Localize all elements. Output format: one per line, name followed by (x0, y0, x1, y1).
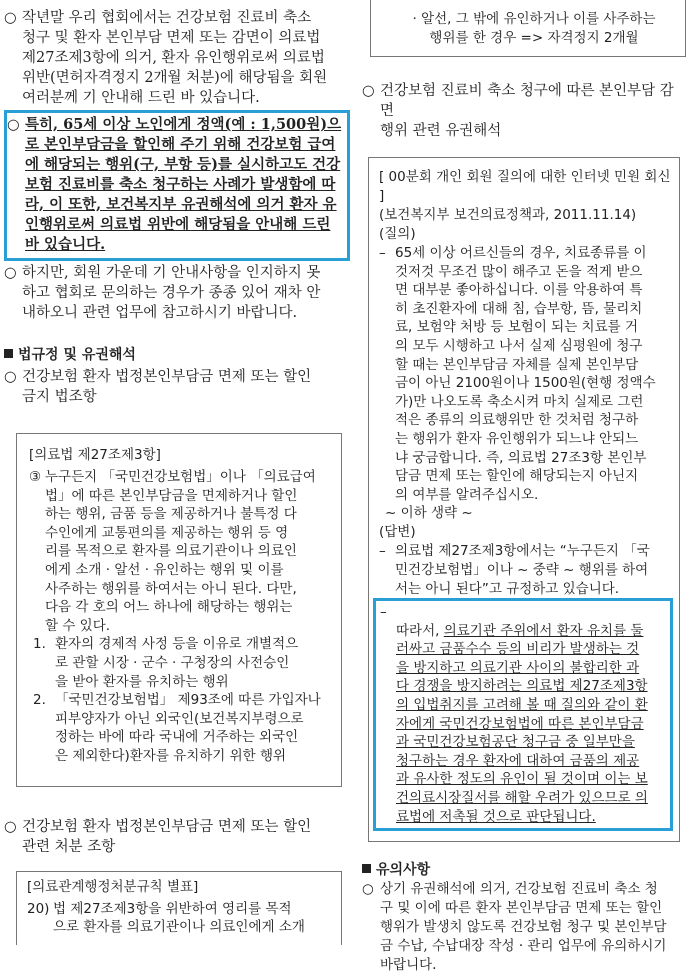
question-heading-3 (362, 81, 686, 141)
regulation-item-20-text: 법 제27조제3항을 위반하여 영리를 목적 으로 환자를 의료기관이나 의료인에게 소개 (53, 900, 305, 936)
circle-bullet-icon: ○ (362, 83, 375, 99)
answer-body-text: 의료법 제27조제3항에서는 “누구든지 「국 민건강보험법」이나 ~ 중략 ~ 행위를 하여 서는 아니 된다”고 규정하고 있습니다. (395, 543, 650, 597)
regulation-box-continued (370, 0, 686, 57)
regulation-box (16, 871, 342, 945)
circle-bullet-icon: ○ (362, 881, 374, 898)
clause-marker: ③ (29, 469, 42, 485)
interpretation-box (368, 157, 680, 842)
law-subitem-1-text: 환자의 경제적 사정 등을 이유로 개별적으 로 관할 시장 · 군수 · 구청장의 사전승인 을 받아 환자를 유치하는 행위 (55, 636, 299, 690)
reminder-text: 하지만, 회원 가운데 기 안내사항을 인지하지 못 하고 협회로 문의하는 경우가 종종 있어 재차 안 내하오니 관련 업무에 참고하시기 바랍니다. (22, 265, 321, 321)
intro-paragraph (4, 8, 350, 108)
question-label: (질의) (379, 226, 416, 242)
section-heading-law (4, 345, 350, 365)
item-marker: 20) (27, 900, 50, 917)
section-title-notes: 유의사항 (376, 862, 431, 879)
question-3-text: 건강보험 진료비 축소 청구에 따른 본인부담 감면 행위 관련 유권해석 (380, 83, 674, 139)
law-subitem-2 (33, 691, 331, 765)
highlight-notice-text: 특히, 65세 이상 노인에게 정액(예 : 1,500원)으 로 본인부담금을 할인해 주기 위해 건강보험 급여 에 해당되는 행위(구, 부항 등)를 실시하고도 건강 보험 진료비를 축소 청구하는 사례가 발생함에 따 라, 이 또한, 보건복지부 유권해석에 의거 환자 유 인행위로써 의료법 위반에 해당됨을 안내해 드린 바 있습니다. (25, 116, 342, 253)
omission-note: ~ 이하 생략 ~ (385, 505, 473, 522)
law-box-27-3 (16, 433, 342, 787)
law-reference: [의료법 제27조제3항] (29, 447, 161, 463)
law-clause-3 (29, 468, 331, 635)
dash-marker: – (379, 543, 386, 560)
law-subitem-1 (33, 635, 331, 691)
circle-bullet-icon: ○ (4, 265, 17, 281)
left-column (4, 0, 350, 945)
question-heading-1 (4, 367, 350, 407)
intro-text: 작년말 우리 협회에서는 건강보험 진료비 축소 청구 및 환자 본인부담 면제 또는 감면이 의료법 제27조제3항에 의거, 환자 유인행위로써 의료법 위반(면허자격정지 2개월 처분)에 해당됨을 회원 여러분께 기 안내해 드린 바 있습니다. (22, 10, 328, 106)
circle-bullet-icon: ○ (4, 818, 17, 835)
subitem-marker: 1. (33, 636, 46, 653)
highlight-box-answer (373, 598, 673, 831)
answer-label: (답변) (379, 524, 416, 541)
circle-bullet-icon: ○ (4, 10, 17, 26)
law-clause-3-text: 누구든지 「국민건강보험법」이나 「의료급여 법」에 따른 본인부담금을 면제하거나 할인 하는 행위, 금품 등을 제공하거나 불특정 다 수인에게 교통편의를 제공하는 행위 등 영 리를 목적으로 환자를 의료기관이나 의료인 에게 소개 · 알선 · 유인하는 행위 및 이를 사주하는 행위를 하여서는 아니 된다. 다만, 다음 각 호의 어느 하나에 해당하는 행위는 할 수 있다. (45, 469, 316, 634)
subitem-marker: 2. (33, 692, 46, 709)
highlight-box-notice (4, 110, 350, 261)
question-heading-2 (4, 817, 350, 857)
final-paragraph (362, 880, 686, 975)
question-body-text: 65세 이상 어르신들의 경우, 치료종류를 이 것저것 무조건 많이 해주고 돈을 적게 받으 면 대부분 좋아하십니다. 이를 악용하여 특 히 초진환자에 대해 침, 습부항, 뜸, 물리치 료, 보험약 처방 등 보험이 되는 치료를 거 의 모두 시행하고 나서 실제 심평원에 청구 할 때는 본인부담금 자체를 실제 본인부담 금이 아닌 2100원이나 1500원(현행 정액수 가)만 나오도록 축소시켜 마치 실제로 그런 적은 종류의 의료행위만 한 것처럼 청구하 는 행위가 환자 유인행위가 되느냐 안되느 냐 궁금합니다. 즉, 의료법 27조3항 본인부 담금 면제 또는 할인에 해당되는지 아닌지 의 여부를 알려주십시오. (395, 245, 656, 503)
section-heading-notes (362, 860, 686, 880)
question-2-text: 건강보험 환자 법정본인부담금 면제 또는 할인 관련 처분 조항 (22, 818, 312, 855)
question-body (379, 244, 673, 504)
answer-body (379, 542, 673, 598)
circle-bullet-icon: ○ (4, 369, 17, 385)
dash-marker: – (380, 604, 387, 621)
right-column (362, 0, 686, 975)
circle-bullet-icon: ○ (7, 117, 20, 133)
square-bullet-icon (362, 864, 371, 873)
regulation-item-20 (27, 900, 333, 937)
answer-conclusion-lead: 따라서, (396, 622, 440, 639)
dash-marker: – (379, 245, 386, 261)
final-text: 상기 유권해석에 의거, 건강보험 진료비 축소 청 구 및 이에 따른 환자 본인부담금 면제 또는 할인 행위가 발생치 않도록 건강보험 청구 및 본인부담 금 수납, 수납대장 작성 · 관리 업무에 유의하시기 바랍니다. (380, 881, 667, 974)
interpretation-reference: [ 00분회 개인 회원 질의에 대한 인터넷 민원 회신 ] (보건복지부 보건의료정책과, 2011.11.14) (379, 169, 671, 223)
reminder-paragraph (4, 263, 350, 323)
square-bullet-icon (4, 349, 13, 358)
regulation-continued-text: · 알선, 그 밖에 유인하거나 이를 사주하는 행위를 한 경우 => 자격정지 2개월 (412, 11, 656, 46)
question-1-text: 건강보험 환자 법정본인부담금 면제 또는 할인 금지 법조항 (22, 369, 312, 405)
answer-conclusion-text: 의료기관 주위에서 환자 유치를 둘 러싸고 금품수수 등의 비리가 발생하는 것 을 방지하고 의료기관 사이의 불합리한 과 다 경쟁을 방지하려는 의료법 제27조제3항 의 입법취지를 고려해 볼 때 질의와 같이 환 자에게 국민건강보험법에 따른 본인부담금 과 국민건강보험공단 청구금 중 일부만을 청구하는 경우 환자에 대하여 금품의 제공 과 유사한 정도의 유인이 될 것이며 이는 보 건의료시장질서를 해할 우려가 있으므로 의 료법에 저촉될 것으로 판단됩니다. (396, 622, 648, 825)
section-title-law: 법규정 및 유권해석 (18, 347, 136, 363)
law-subitem-2-text: 「국민건강보험법」 제93조에 따른 가입자나 피부양자가 아닌 외국인(보건복지부령으로 정하는 바에 따라 국내에 거주하는 외국인 은 제외한다)환자를 유치하기 위한 행위 (55, 692, 321, 764)
regulation-reference: [의료관계행정처분규칙 별표] (27, 878, 199, 895)
